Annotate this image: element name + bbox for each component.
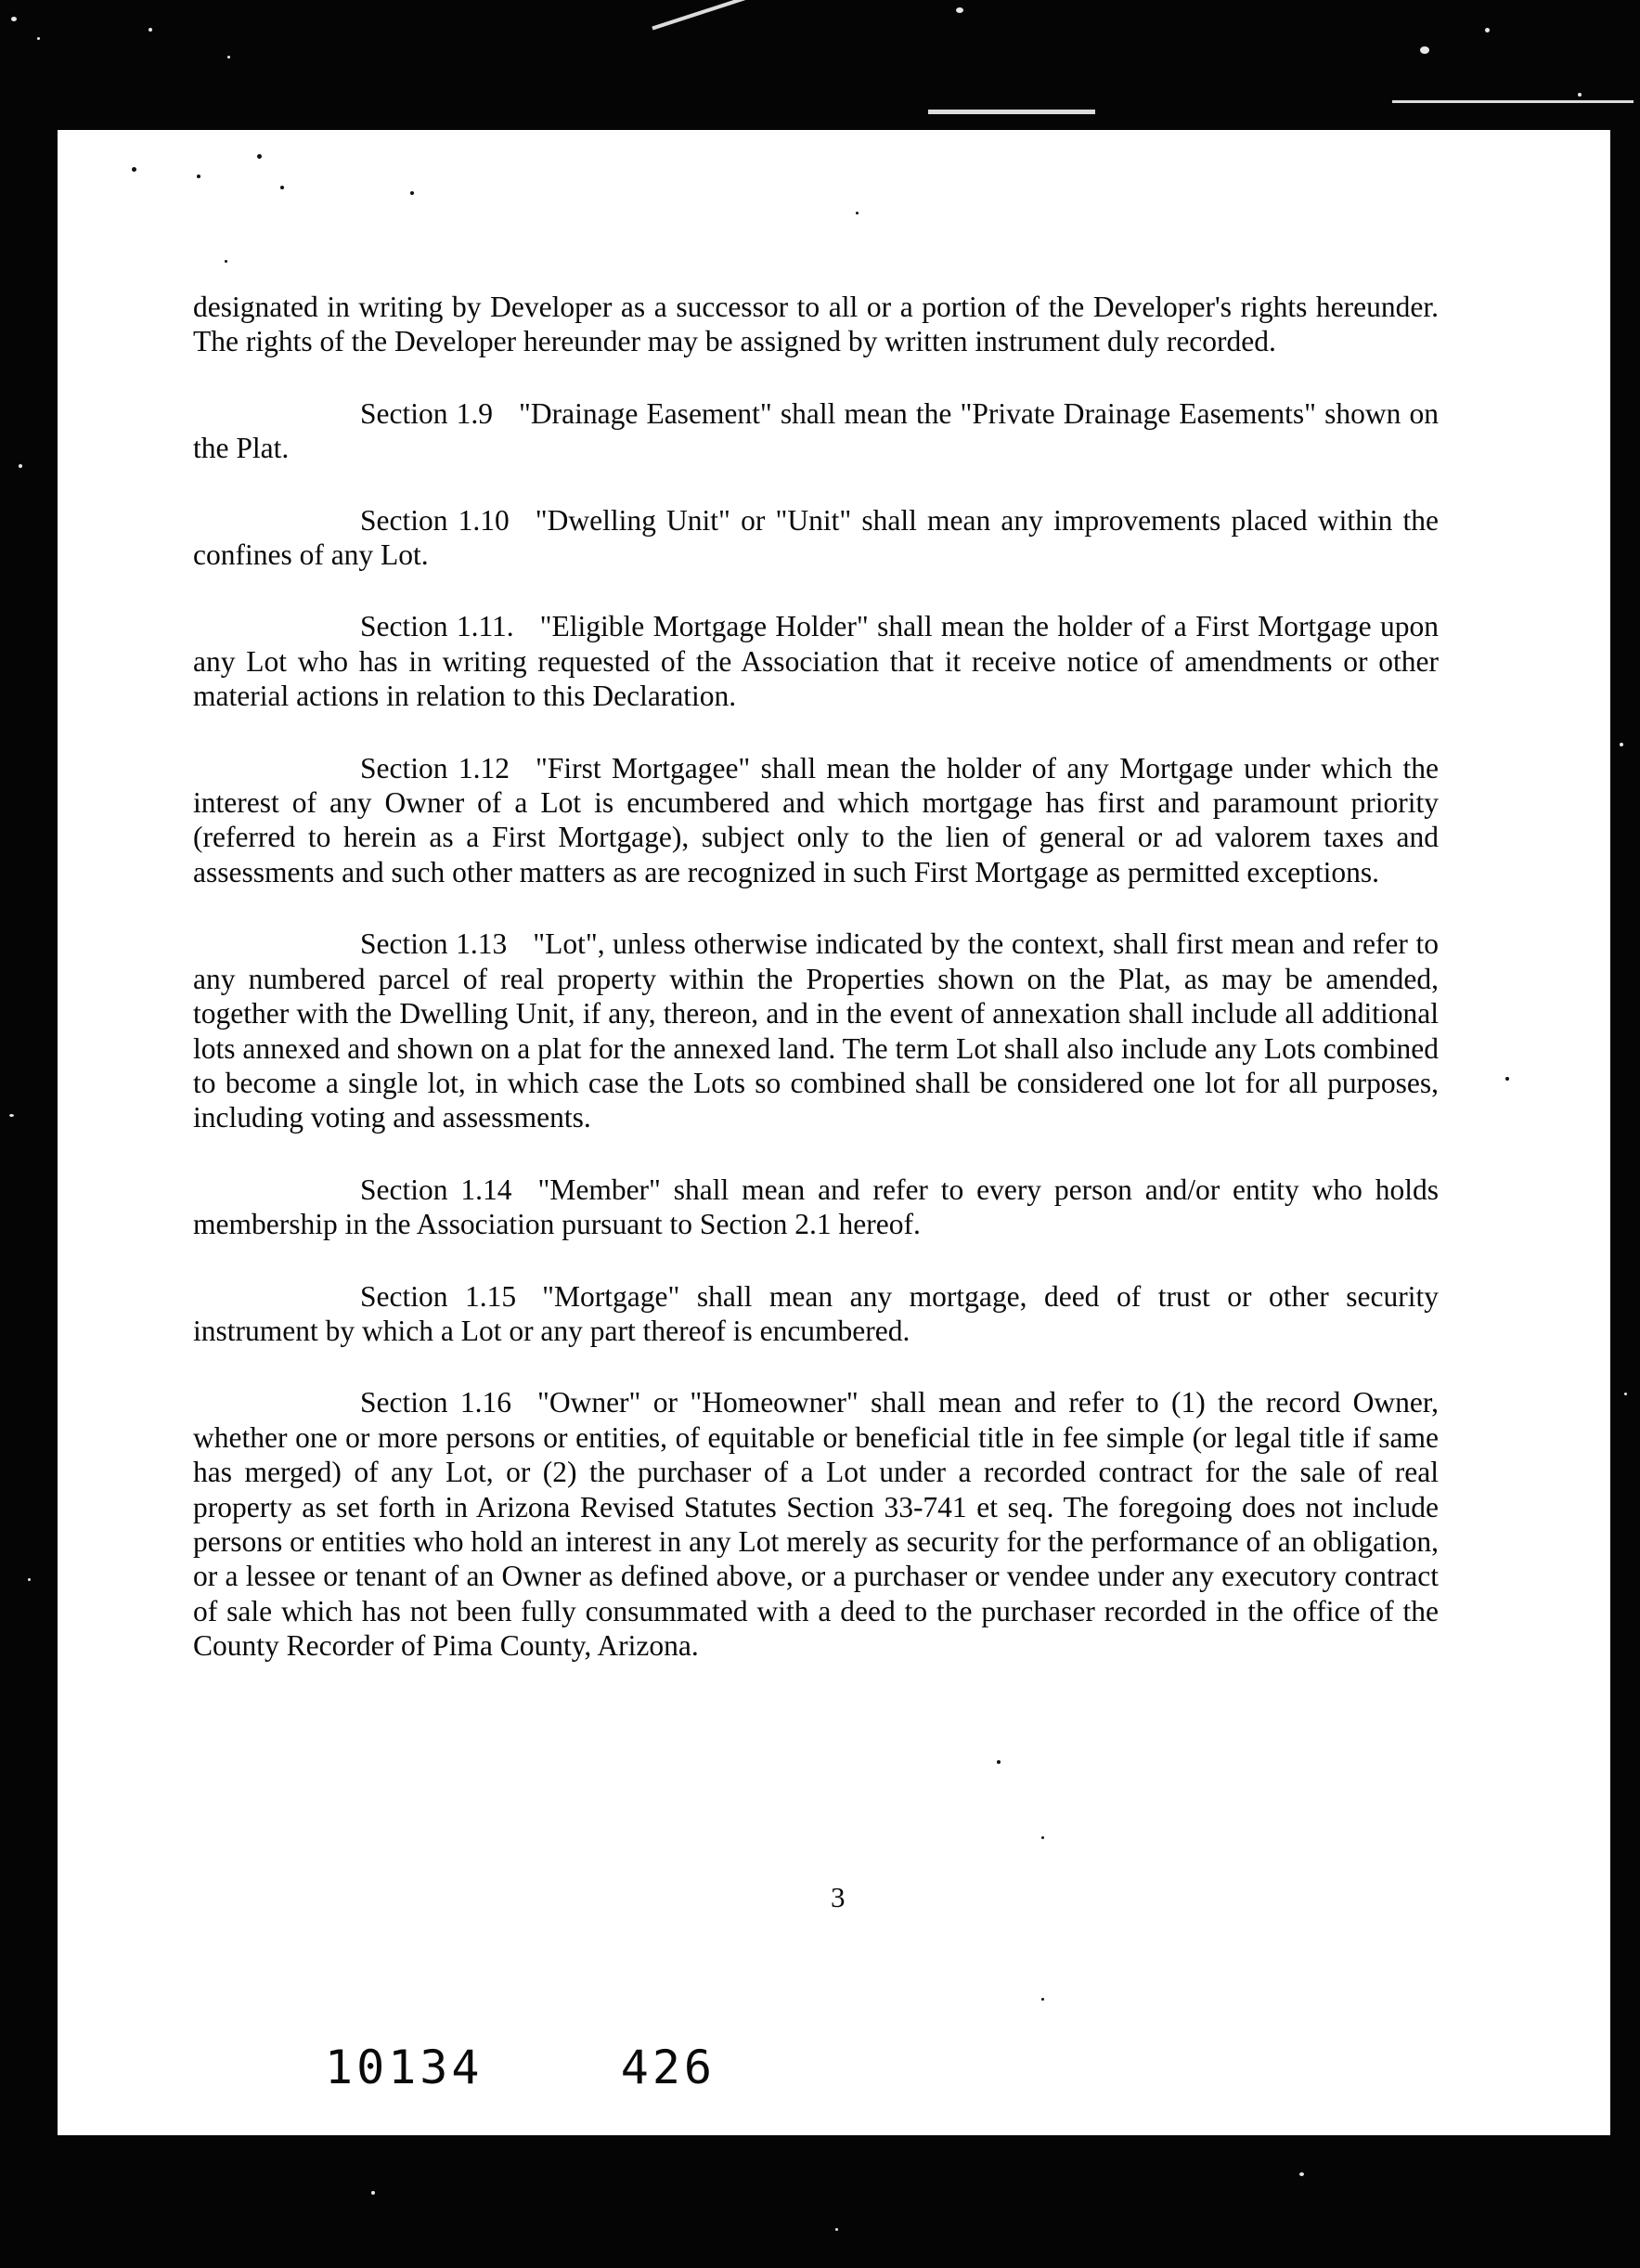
section-text: "First Mortgagee" shall mean the holder of any Mortgage under which the interest of any Owner of a Lot is encumbered and which mortgage has first and paramount priority (referred to herein as a First Mortgage), subject only to the lien of general or ad valorem taxes and assessments and such other matters as are recognized in such First Mortgage as permitted exceptions. bbox=[193, 751, 1439, 888]
section-1-14 bbox=[193, 1173, 1439, 1242]
paper-speck bbox=[997, 1760, 1001, 1764]
section-1-10 bbox=[193, 503, 1439, 573]
paper-speck bbox=[132, 167, 136, 172]
continuation-paragraph: designated in writing by Developer as a successor to all or a portion of the Developer's rights hereunder. The rights of the Developer hereunder may be assigned by written instrument duly recorded. bbox=[193, 291, 1439, 358]
recording-stamp: 10134 426 bbox=[325, 2041, 717, 2094]
section-text: "Dwelling Unit" or "Unit" shall mean any improvements placed within the confines of any Lot. bbox=[193, 503, 1439, 572]
paper-speck bbox=[410, 191, 414, 195]
paper-speck bbox=[225, 260, 227, 263]
section-1-15 bbox=[193, 1279, 1439, 1349]
paper-speck bbox=[856, 212, 859, 214]
paper-speck bbox=[1041, 1998, 1044, 2001]
section-1-11 bbox=[193, 609, 1439, 713]
section-text: "Drainage Easement" shall mean the "Private Drainage Easements" shown on the Plat. bbox=[193, 396, 1439, 465]
section-label: Section 1.16 bbox=[360, 1386, 511, 1419]
section-text: "Lot", unless otherwise indicated by the context, shall first mean and refer to any numbered parcel of real property within the Properties shown on the Plat, as may be amended, together with the Dwelling Unit, if any, thereon, and in the event of annexation shall include all additional lots annexed and shown on a plat for the annexed land. The term Lot shall also include any Lots combined to become a single lot, in which case the Lots so combined shall be considered one lot for all purposes, including voting and assessments. bbox=[193, 927, 1439, 1134]
scan-noise bbox=[1578, 93, 1582, 97]
page-number: 3 bbox=[831, 1881, 846, 1913]
scan-noise bbox=[1485, 28, 1490, 32]
section-label: Section 1.11. bbox=[360, 610, 514, 643]
scan-noise bbox=[9, 1114, 14, 1117]
scan-noise bbox=[19, 464, 22, 468]
section-text: "Owner" or "Homeowner" shall mean and refer to (1) the record Owner, whether one or more persons or entities, of equitable or beneficial title in fee simple (or legal title if same has merged) of any Lot, or (2) the purchaser of a Lot under a recorded contract for the sale of real property as set forth in Arizona Revised Statutes Section 33-741 et seq. The foregoing does not include persons or entities who hold an interest in any Lot merely as security for the performance of an obligation, or a lessee or tenant of an Owner as defined above, or a purchaser or vendee under any executory contract of sale which has not been fully consummated with a deed to the purchaser recorded in the office of the County Recorder of Pima County, Arizona. bbox=[193, 1386, 1439, 1663]
scan-noise bbox=[371, 2191, 375, 2195]
section-label: Section 1.13 bbox=[360, 927, 508, 961]
section-1-16 bbox=[193, 1385, 1439, 1663]
section-label: Section 1.15 bbox=[360, 1279, 517, 1313]
section-1-13 bbox=[193, 927, 1439, 1134]
section-text: "Member" shall mean and refer to every person and/or entity who holds membership in the Association pursuant to Section 2.1 hereof. bbox=[193, 1173, 1439, 1241]
section-label: Section 1.14 bbox=[360, 1173, 512, 1206]
scan-noise bbox=[1420, 46, 1429, 54]
scan-noise bbox=[956, 7, 963, 13]
section-1-9 bbox=[193, 396, 1439, 466]
scan-noise bbox=[227, 56, 230, 58]
paper-speck bbox=[197, 175, 200, 178]
section-text: "Eligible Mortgage Holder" shall mean the holder of a First Mortgage upon any Lot who has in writing requested of the Association that it receive notice of amendments or other material actions in relation to this Declaration. bbox=[193, 610, 1439, 713]
section-text: "Mortgage" shall mean any mortgage, deed of trust or other security instrument by which a Lot or any part thereof is encumbered. bbox=[193, 1279, 1439, 1347]
section-label: Section 1.10 bbox=[360, 503, 510, 537]
scan-streak bbox=[1392, 100, 1634, 103]
scan-noise bbox=[37, 37, 40, 40]
scan-noise bbox=[11, 17, 17, 21]
paper-speck bbox=[280, 186, 284, 189]
paper-speck bbox=[1041, 1836, 1044, 1839]
scan-noise bbox=[835, 2228, 838, 2231]
scan-noise bbox=[1620, 743, 1623, 746]
section-label: Section 1.9 bbox=[360, 396, 494, 430]
scan-streak bbox=[652, 0, 758, 30]
paper-speck bbox=[1505, 1077, 1509, 1081]
document-body bbox=[193, 290, 1439, 1701]
paper-speck bbox=[257, 154, 262, 159]
scan-noise bbox=[28, 1578, 31, 1581]
scan-noise bbox=[149, 28, 152, 32]
section-1-12 bbox=[193, 751, 1439, 890]
scan-streak bbox=[928, 110, 1095, 114]
section-label: Section 1.12 bbox=[360, 751, 510, 784]
scan-noise bbox=[1624, 1393, 1627, 1395]
scan-noise bbox=[1299, 2172, 1304, 2176]
